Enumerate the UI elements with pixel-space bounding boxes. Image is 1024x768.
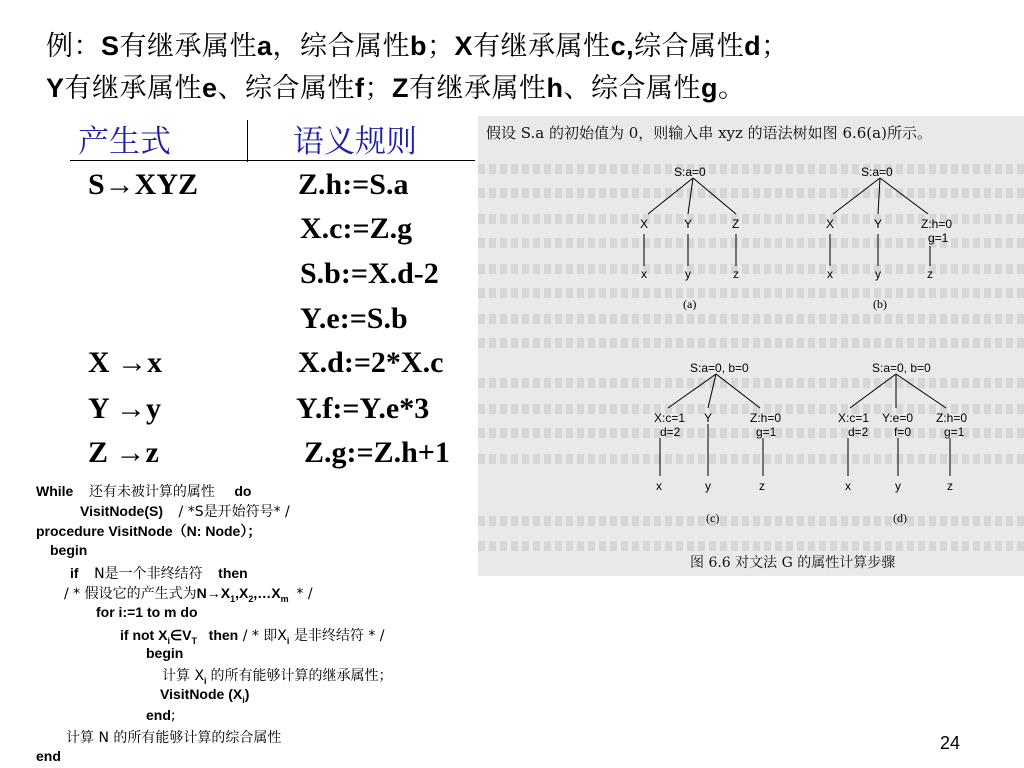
code-line-if-not: if not $X_i\in V_T$ then / * 即$X_i$ 是非终结符 * /: [120, 627, 385, 646]
page-number: 24: [940, 733, 961, 753]
tree-c-leaf-x: x: [656, 479, 662, 493]
tree-a-child-z: Z: [732, 217, 740, 231]
tree-d-root: S:a=0, b=0: [872, 361, 931, 375]
title-segment: 、综合属性: [563, 73, 702, 104]
code-line-if: if N是一个非终结符 then: [70, 565, 248, 582]
production-x: X →x: [88, 346, 163, 379]
tree-b-leaf-x: x: [827, 267, 833, 281]
tree-b-child-x: X: [826, 217, 835, 231]
rule-1: Z.h:=S.a: [298, 168, 409, 201]
tree-a-root: S:a=0: [674, 165, 706, 179]
tree-b-root: S:a=0: [861, 165, 893, 179]
tree-d-leaf-y: y: [895, 479, 901, 493]
title-segment: Z: [392, 73, 410, 103]
code-line-begin: begin: [50, 542, 88, 558]
rule-6: Y.f:=Y.e*3: [296, 392, 430, 425]
figure-caption: 图 6.6 对文法 G 的属性计算步骤: [690, 555, 896, 571]
tree-b-leaf-z: z: [927, 267, 933, 281]
tree-d-d: d=2: [848, 425, 869, 439]
title-segment: g: [701, 73, 719, 103]
tree-d-leaf-x: x: [845, 479, 851, 493]
header-semantic-rule: 语义规则: [293, 124, 417, 160]
title-segment: c,: [610, 31, 635, 61]
rule-5: X.d:=2*X.c: [298, 346, 444, 379]
rule-2: X.c:=Z.g: [300, 212, 413, 245]
tree-d-leaf-z: z: [947, 479, 953, 493]
header-production: 产生式: [78, 124, 171, 160]
title-segment: ；: [761, 31, 789, 62]
title-segment: b: [410, 31, 428, 61]
title-segment: 有继承属性: [409, 73, 547, 104]
code-line-comment-production: / * 假设它的产生式为$N\to X_1,X_2,\dots X_m$ * /: [64, 585, 313, 604]
rule-4: Y.e:=S.b: [300, 302, 408, 335]
tree-a-leaf-y: y: [685, 267, 691, 281]
tree-b-child-z: Z:h=0: [921, 217, 953, 231]
title-segment: e: [202, 73, 218, 103]
code-line-visit-xi: VisitNode $(X_i)$: [160, 686, 250, 705]
tree-b-child-y: Y: [874, 217, 883, 231]
title-segment: 有继承属性: [473, 31, 611, 62]
tree-c-child-x: X:c=1: [654, 411, 686, 425]
rule-3: S.b:=X.d-2: [300, 257, 439, 290]
code-line-procedure: procedure VisitNode（N: Node）；: [36, 523, 262, 539]
title-segment: ；: [427, 31, 455, 62]
code-line-for: for i:=1 to m do: [96, 604, 198, 620]
tree-d-child-y: Y:e=0: [882, 411, 914, 425]
title-segment: X: [454, 31, 474, 61]
tree-a-label: (a): [683, 297, 697, 311]
tree-c-leaf-y: y: [705, 479, 711, 493]
code-line-calc-synth: 计算 N 的所有能够计算的综合属性: [66, 730, 282, 746]
table-divider-vertical: [247, 120, 248, 162]
tree-c-leaf-z: z: [759, 479, 765, 493]
tree-c-root: S:a=0, b=0: [690, 361, 749, 375]
title-segment: 综合属性: [634, 31, 745, 62]
tree-d-child-z: Z:h=0: [936, 411, 968, 425]
tree-d-child-x: X:c=1: [838, 411, 870, 425]
tree-a-leaf-z: z: [733, 267, 739, 281]
title-segment: ，综合属性: [272, 31, 411, 62]
title-segment: a: [257, 31, 273, 61]
title-segment: S: [101, 31, 120, 61]
tree-d-label: (d): [893, 511, 907, 525]
title-segment: 有继承属性: [64, 73, 203, 104]
tree-a-child-x: X: [640, 217, 649, 231]
tree-a-leaf-x: x: [641, 267, 647, 281]
title-segment: 。: [718, 73, 746, 104]
title-segment: f: [355, 73, 365, 103]
slide-title-line-2: [46, 66, 746, 105]
title-segment: 有继承属性: [119, 31, 258, 62]
table-divider-horizontal: [70, 160, 475, 161]
title-segment: Y: [46, 73, 65, 103]
title-segment: 、综合属性: [217, 73, 356, 104]
tree-b-leaf-y: y: [875, 267, 881, 281]
slide-title-line-1: [46, 24, 789, 63]
production-z: Z →z: [88, 436, 159, 469]
title-segment: 例：: [46, 31, 101, 62]
rule-7: Z.g:=Z.h+1: [304, 436, 450, 469]
code-line-begin-inner: begin: [146, 645, 184, 661]
tree-c-child-z: Z:h=0: [750, 411, 782, 425]
scanned-textbook-figure: [478, 116, 1024, 576]
code-line-end: end: [36, 748, 61, 764]
tree-c-d: d=2: [660, 425, 681, 439]
tree-d-f: f=0: [894, 425, 912, 439]
tree-d-g: g=1: [944, 425, 965, 439]
parse-trees: [478, 116, 1024, 576]
code-line-calc-inherit: 计算 $X_i$ 的所有能够计算的继承属性；: [162, 668, 393, 686]
title-segment: d: [744, 31, 762, 61]
tree-c-g: g=1: [756, 425, 777, 439]
production-s: S→XYZ: [88, 168, 199, 201]
code-line-visit-s: VisitNode(S) / *S是开始符号* /: [80, 503, 290, 520]
code-line-end-inner: end;: [146, 707, 176, 724]
title-segment: h: [546, 73, 564, 103]
title-segment: ；: [364, 73, 393, 104]
tree-c-label: (c): [706, 511, 720, 525]
scan-intro-text: 假设 S.a 的初始值为 0，则输入串 xyz 的语法树如图 6.6(a)所示。: [486, 124, 932, 142]
tree-b-label: (b): [873, 297, 887, 311]
tree-b-g: g=1: [928, 231, 949, 245]
production-y: Y →y: [88, 392, 162, 425]
tree-c-child-y: Y: [704, 411, 713, 425]
code-line-while: While 还有未被计算的属性 do: [36, 483, 252, 500]
tree-a-child-y: Y: [684, 217, 693, 231]
